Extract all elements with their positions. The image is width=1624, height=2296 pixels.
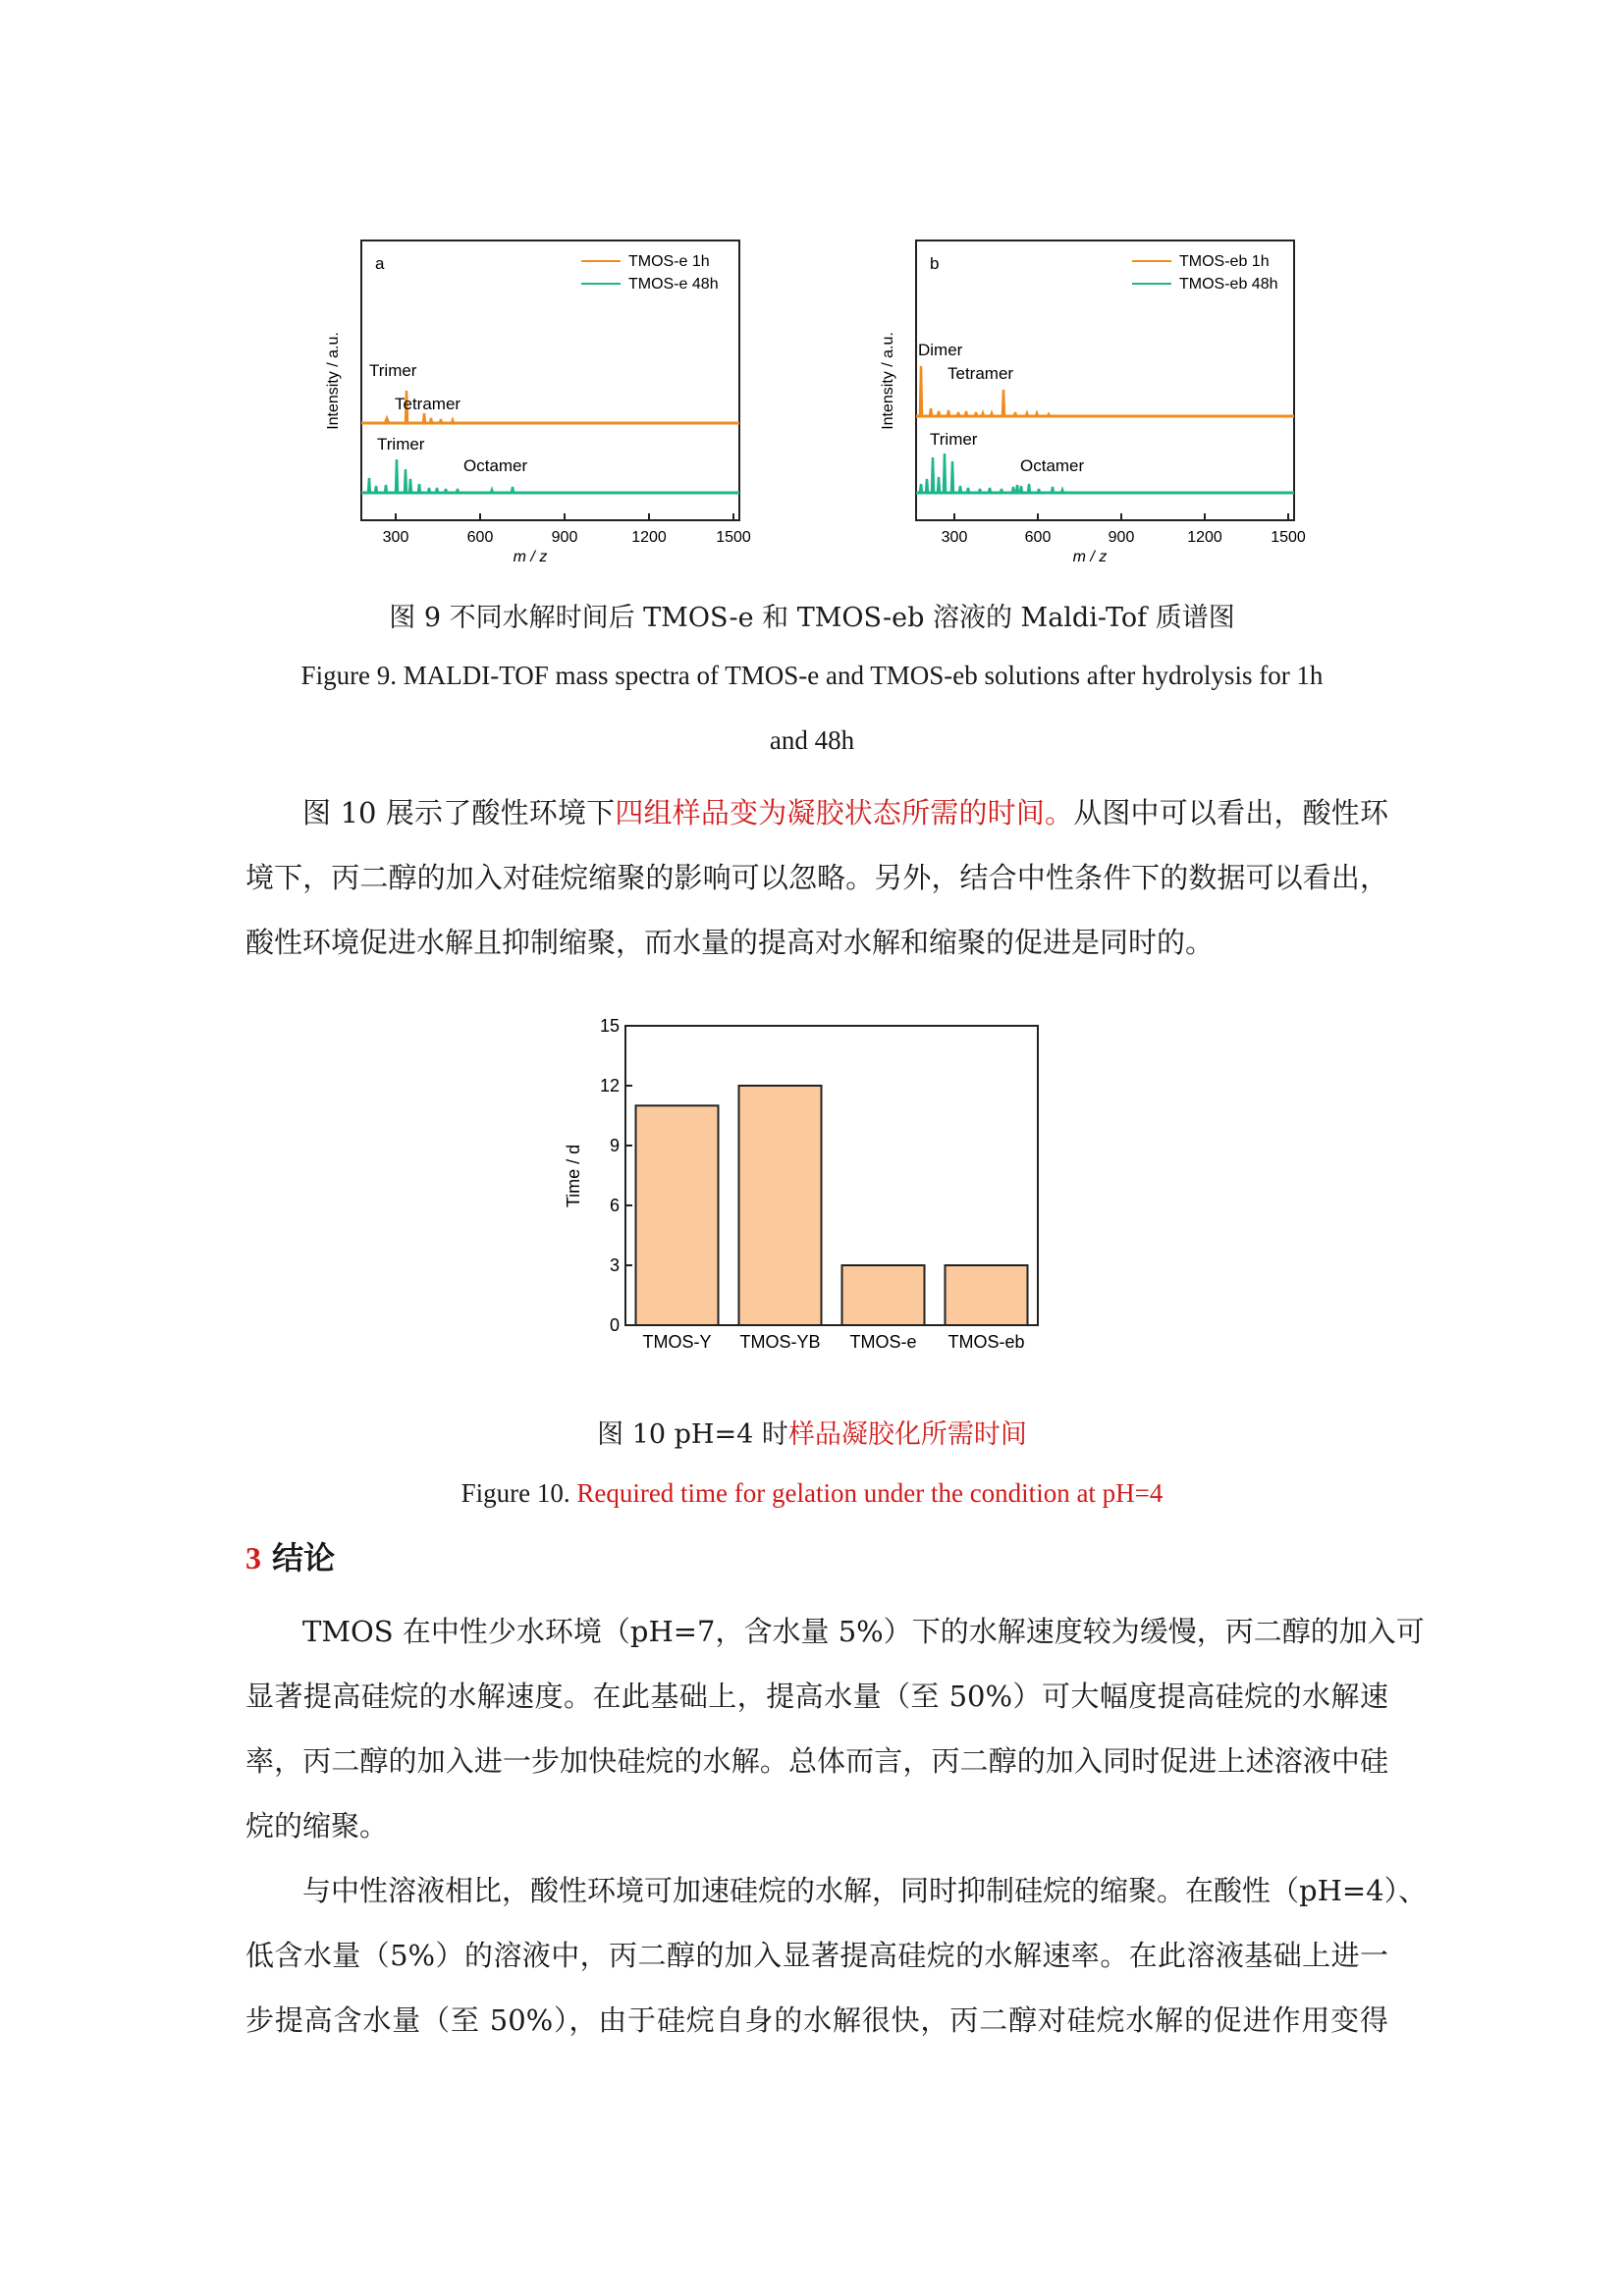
x-axis-label: m / z: [1072, 549, 1108, 565]
x-tick-label: 300: [382, 529, 409, 546]
bar-TMOS-e: [842, 1265, 925, 1325]
figure9-caption-en-line1: Figure 9. MALDI-TOF mass spectra of TMOS-e and TMOS-eb solutions after hydrolysis for 1h: [300, 661, 1324, 690]
peak-label-dimer-1h: Dimer: [918, 341, 963, 359]
figure10-caption-en: [0, 1478, 1624, 1509]
x-tick-label: 300: [941, 529, 968, 546]
bar-TMOS-YB: [739, 1086, 822, 1325]
x-tick-label: TMOS-Y: [642, 1332, 712, 1352]
x-axis-ticks: [396, 513, 733, 520]
legend-label-1h: TMOS-e 1h: [628, 253, 710, 270]
x-axis-label: m / z: [513, 549, 548, 565]
text-run: 图 10 pH=4 时: [597, 1419, 788, 1450]
peak-label-octamer-48h: Octamer: [1020, 456, 1085, 475]
x-tick-label: 900: [551, 529, 578, 546]
paragraph-line: 与中性溶液相比，酸性环境可加速硅烷的水解，同时抑制硅烷的缩聚。在酸性（pH=4）、: [302, 1874, 1428, 1907]
x-tick-label: 1200: [631, 529, 667, 546]
text-run: 图 10 展示了酸性环境下: [302, 796, 616, 829]
section-number: 3: [245, 1540, 261, 1575]
text-run-highlight: 四组样品变为凝胶状态所需的时间。: [615, 796, 1074, 829]
x-tick-label: TMOS-eb: [947, 1332, 1025, 1352]
peak-label-trimer-48h: Trimer: [930, 430, 978, 449]
paragraph-line: TMOS 在中性少水环境（pH=7，含水量 5%）下的水解速度较为缓慢，丙二醇的加入可: [302, 1615, 1425, 1648]
x-tick-label: 1200: [1187, 529, 1222, 546]
y-tick-label: 15: [599, 1016, 620, 1036]
paragraph-line: 率，丙二醇的加入进一步加快硅烷的水解。总体而言，丙二醇的加入同时促进上述溶液中硅: [245, 1744, 1388, 1778]
y-tick-label: 12: [599, 1076, 620, 1095]
bar-TMOS-eb: [946, 1265, 1028, 1325]
paragraph-acidic-gelation: [245, 780, 1388, 975]
x-axis-ticks: [954, 513, 1288, 520]
peak-label-tetramer-1h: Tetramer: [395, 395, 461, 413]
text-run: 从图中可以看出，酸性环: [1073, 796, 1388, 829]
peak-label-trimer-48h: Trimer: [377, 435, 425, 454]
x-tick-label: 1500: [1271, 529, 1306, 546]
paragraph-conclusion-acidic: [245, 1858, 1428, 2053]
bar-TMOS-Y: [636, 1105, 719, 1325]
text-run-highlight: 样品凝胶化所需时间: [787, 1419, 1027, 1450]
paragraph-line: 境下，丙二醇的加入对硅烷缩聚的影响可以忽略。另外，结合中性条件下的数据可以看出，: [245, 861, 1388, 894]
y-tick-label: 9: [609, 1136, 620, 1155]
x-tick-label: TMOS-e: [849, 1332, 917, 1352]
legend-label-48h: TMOS-e 48h: [628, 276, 719, 293]
x-tick-label: TMOS-YB: [739, 1332, 821, 1352]
peak-label-tetramer-1h: Tetramer: [947, 364, 1014, 383]
x-tick-label: 900: [1108, 529, 1135, 546]
peak-label-octamer-48h: Octamer: [463, 456, 528, 475]
paragraph-conclusion-neutral: [245, 1599, 1425, 1858]
figure9-caption-zh: 图 9 不同水解时间后 TMOS-e 和 TMOS-eb 溶液的 Maldi-Tof 质谱图: [389, 603, 1235, 633]
text-run: Figure 10.: [460, 1478, 577, 1508]
y-axis-label: Intensity / a.u.: [880, 332, 896, 430]
text-run-highlight: Required time for gelation under the condition at pH=4: [576, 1478, 1164, 1508]
x-tick-label: 1500: [716, 529, 751, 546]
y-tick-label: 0: [609, 1315, 620, 1335]
panel-label: b: [930, 254, 940, 273]
paragraph-line: 步提高含水量（至 50%），由于硅烷自身的水解很快，丙二醇对硅烷水解的促进作用变得: [245, 2003, 1388, 2037]
section-title: 结论: [272, 1539, 336, 1576]
section-heading: [245, 1533, 335, 1578]
figure9-panel-a: [314, 236, 751, 569]
y-axis-label: Time / d: [564, 1144, 583, 1208]
paragraph-line: 酸性环境促进水解且抑制缩聚，而水量的提高对水解和缩聚的促进是同时的。: [245, 926, 1215, 959]
figure9-panel-b: [869, 236, 1311, 569]
x-tick-label: 600: [466, 529, 494, 546]
y-axis-label: Intensity / a.u.: [325, 332, 342, 430]
y-tick-label: 3: [609, 1255, 620, 1275]
y-tick-label: 6: [609, 1196, 620, 1215]
peak-label-trimer-1h: Trimer: [369, 361, 417, 380]
paragraph-line: 显著提高硅烷的水解速度。在此基础上，提高水量（至 50%）可大幅度提高硅烷的水解速: [245, 1680, 1388, 1713]
panel-label: a: [375, 254, 385, 273]
paragraph-line: [245, 780, 1388, 845]
legend-label-48h: TMOS-eb 48h: [1179, 276, 1278, 293]
legend-label-1h: TMOS-eb 1h: [1179, 253, 1270, 270]
paragraph-line: 低含水量（5%）的溶液中，丙二醇的加入显著提高硅烷的水解速率。在此溶液基础上进一: [245, 1939, 1388, 1972]
paragraph-line: 烷的缩聚。: [245, 1809, 389, 1842]
figure9-caption-en-line2: and 48h: [769, 725, 855, 755]
x-tick-label: 600: [1024, 529, 1052, 546]
figure10-bar-chart: [550, 1001, 1060, 1355]
figure10-caption-zh: [0, 1413, 1624, 1451]
